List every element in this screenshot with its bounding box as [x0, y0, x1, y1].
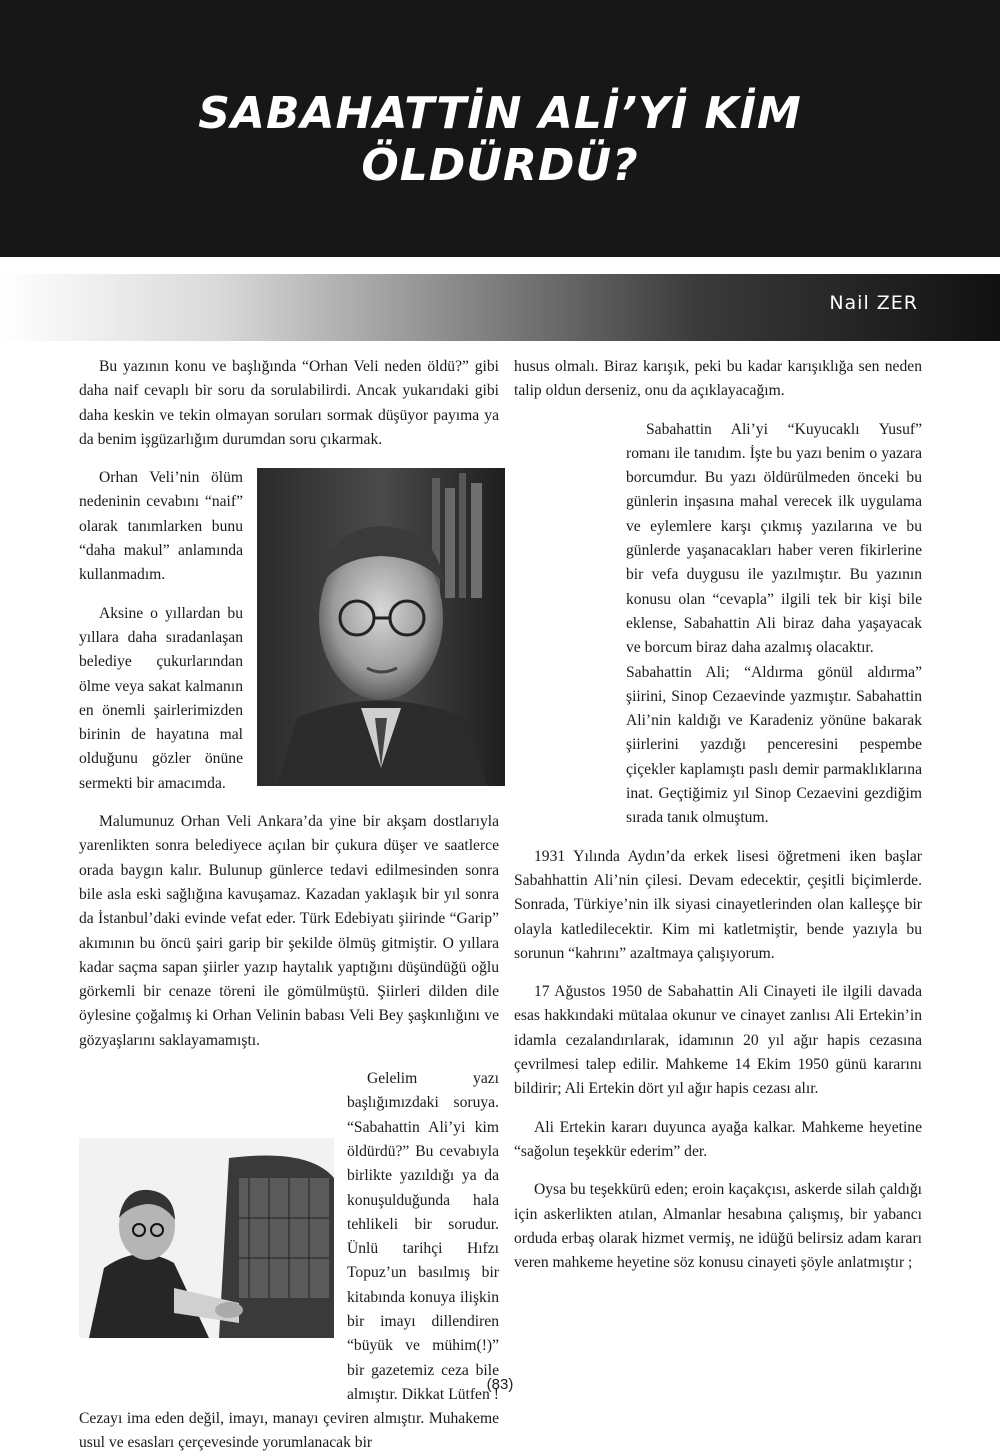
page-number: (83)	[486, 1376, 514, 1393]
left-paragraph-5-text: Gelelim yazı başlığımızdaki soruya. “Sabahattin Ali’yi kim öldürdü?” Bu cevabıyla birlikte yazıldığı ya da konuşulduğunda hala tehlikeli bir sorudur. Ünlü tarihçi Hıfzı Topuz’un basılmış bir kitabında konuya ilişkin bir imayı dillendiren “büyük ve mühim(!)” bir gazetemiz ceza bile almıştır. Dikkat Lütfen ! Cezayı ima eden değil, imayı, manayı çeviren almıştır. Muhakeme usul ve esasları çerçevesinde yorumlanacak bir	[79, 1070, 499, 1452]
writer-at-desk-photo	[79, 1138, 334, 1338]
right-paragraph-7: Oysa bu teşekkürü eden; eroin kaçakçısı, askerde silah çaldığı için askerlikten atılan, Almanlar hesabına çalışmış, bir yabancı orduda erbaş olarak hizmet vermiş, ne idüğü belirsiz adam kararı veren mahkeme heyetine söz konusu cinayeti şöyle anlatmıştır ;	[514, 1181, 922, 1272]
right-paragraph-4: 1931 Yılında Aydın’da erkek lisesi öğretmeni iken başlar Sabahhattin Ali’nin çilesi. Devam edecektir, çeşitli biçimlerde. Sonrada, Türkiye’nin ilk siyasi cinayetlerinden olan kalleşçe bir olayla katledilecektir. Kim mi katletmiştir, bende yazıyla bu sorunun “kahrını” azaltmaya çalışıyorum.	[514, 847, 922, 962]
photo-wrap-spacer	[514, 468, 626, 818]
right-paragraph-2: Sabahattin Ali’yi “Kuyucaklı Yusuf” romanı ile tanıdım. İşte bu yazı benim o yazara borcumdur. Bu yazı öldürülmeden önceki bu günlerin inşasına mahal verecek ilk uygulama ve eylemlere karşı çıkmış yazılarına ve bu günlerde yaşanacakları haber veren fikirlerine bir vefa duygusu ile yazılmıştır. Bu yazının konusu olan “cevapla” ilgili tek bir kişi bile eklense, Sabahattin Ali biraz daha yaşayacak ve borcum biraz daha azalmış olacaktır.	[626, 420, 922, 657]
author-name: Nail ZER	[829, 292, 918, 314]
left-paragraph-2: Orhan Veli’nin ölüm nedeninin cevabını “naif” olarak tanımlarken bunu “daha makul” anlamında kullanmadım.	[79, 469, 243, 584]
portrait-photo	[257, 468, 505, 786]
left-paragraph-1: Bu yazının konu ve başlığında “Orhan Veli neden öldü?” gibi daha naif cevaplı bir soru da sorulabilirdi. Ancak yukarıdaki gibi daha keskin ve tekin olmayan soruları sormak düşüyor payıma ya da benim işgüzarlığım durumdan soru çıkarmak.	[79, 358, 499, 448]
article-title-line-2: ÖLDÜRDÜ?	[361, 140, 639, 191]
article-title-line-1: SABAHATTİN ALİ’Yİ KİM	[198, 88, 802, 139]
right-paragraph-6: Ali Ertekin kararı duyunca ayağa kalkar. Mahkeme heyetine “sağolun teşekkür ederim” der.	[514, 1118, 922, 1160]
right-paragraph-5: 17 Ağustos 1950 de Sabahattin Ali Cinayeti ile ilgili davada esas hakkındaki mütalaa okunur ve cinayet zanlısı Ali Ertekin’in idamla cezalandırılarak, idamının 20 yıl ağır hapis cezasına çevrilmesi talep edilir. Mahkeme 14 Ekim 1950 günü kararını bildirir; Ali Ertekin dört yıl ağır hapis cezası alır.	[514, 983, 922, 1098]
article-title	[0, 88, 1000, 192]
right-paragraph-3-text: Sabahattin Ali; “Aldırma gönül aldırma” şiirini, Sinop Cezaevinde yazmıştır. Sabahattin Ali’nin kaldığı ve Karadeniz yönüne bakarak şiirlerini yazdığı penceresini pespembe çiçekler kaplamıştı paslı demir parmaklıklarına inat. Geçtiğimiz yıl Sinop Cezaevini gezdiğim sırada tanık olmuştum.	[626, 663, 922, 827]
left-paragraph-4: Malumunuz Orhan Veli Ankara’da yine bir akşam dostlarıyla yarenlikten sonra belediyece açılan bir çukura düşer ve saatlerce orada baygın kalır. Bulunup günlerce tedavi edilmesinden sonra bile asla eski sağlığına kavuşamaz. Kazadan yaklaşık bir yıl sonra da İstanbul’daki evinde vefat eder. Türk Edebiyatı şiirinde “Garip” akımının bu öncü şairi garip bir şekilde ölmüş gitmiştir. O yıllara kadar saçma sapan şiirler yazıp haytalık yaptığını düşündüğü oğlu görkemli bir cenaze töreni ile gömülmüştü. Şiirleri dilden dile öylesine çoğalmış ki Orhan Velinin babası Veli Bey şaşkınlığını ve gözyaşlarını saklayamamıştı.	[79, 813, 499, 1049]
right-paragraph-1: husus olmalı. Biraz karışık, peki bu kadar karışıklığa sen neden talip oldun derseniz, onu da açıklayacağım.	[514, 358, 922, 400]
title-banner	[0, 0, 1000, 257]
right-column	[514, 355, 922, 1289]
left-paragraph-3: Aksine o yıllardan bu yıllara daha sıradanlaşan belediye çukurlarından ölme veya sakat kalmanın en önemli şairlerimizden birinin de hayatına mal olduğunu gözler önüne sermekti bir amacımda.	[79, 604, 243, 792]
